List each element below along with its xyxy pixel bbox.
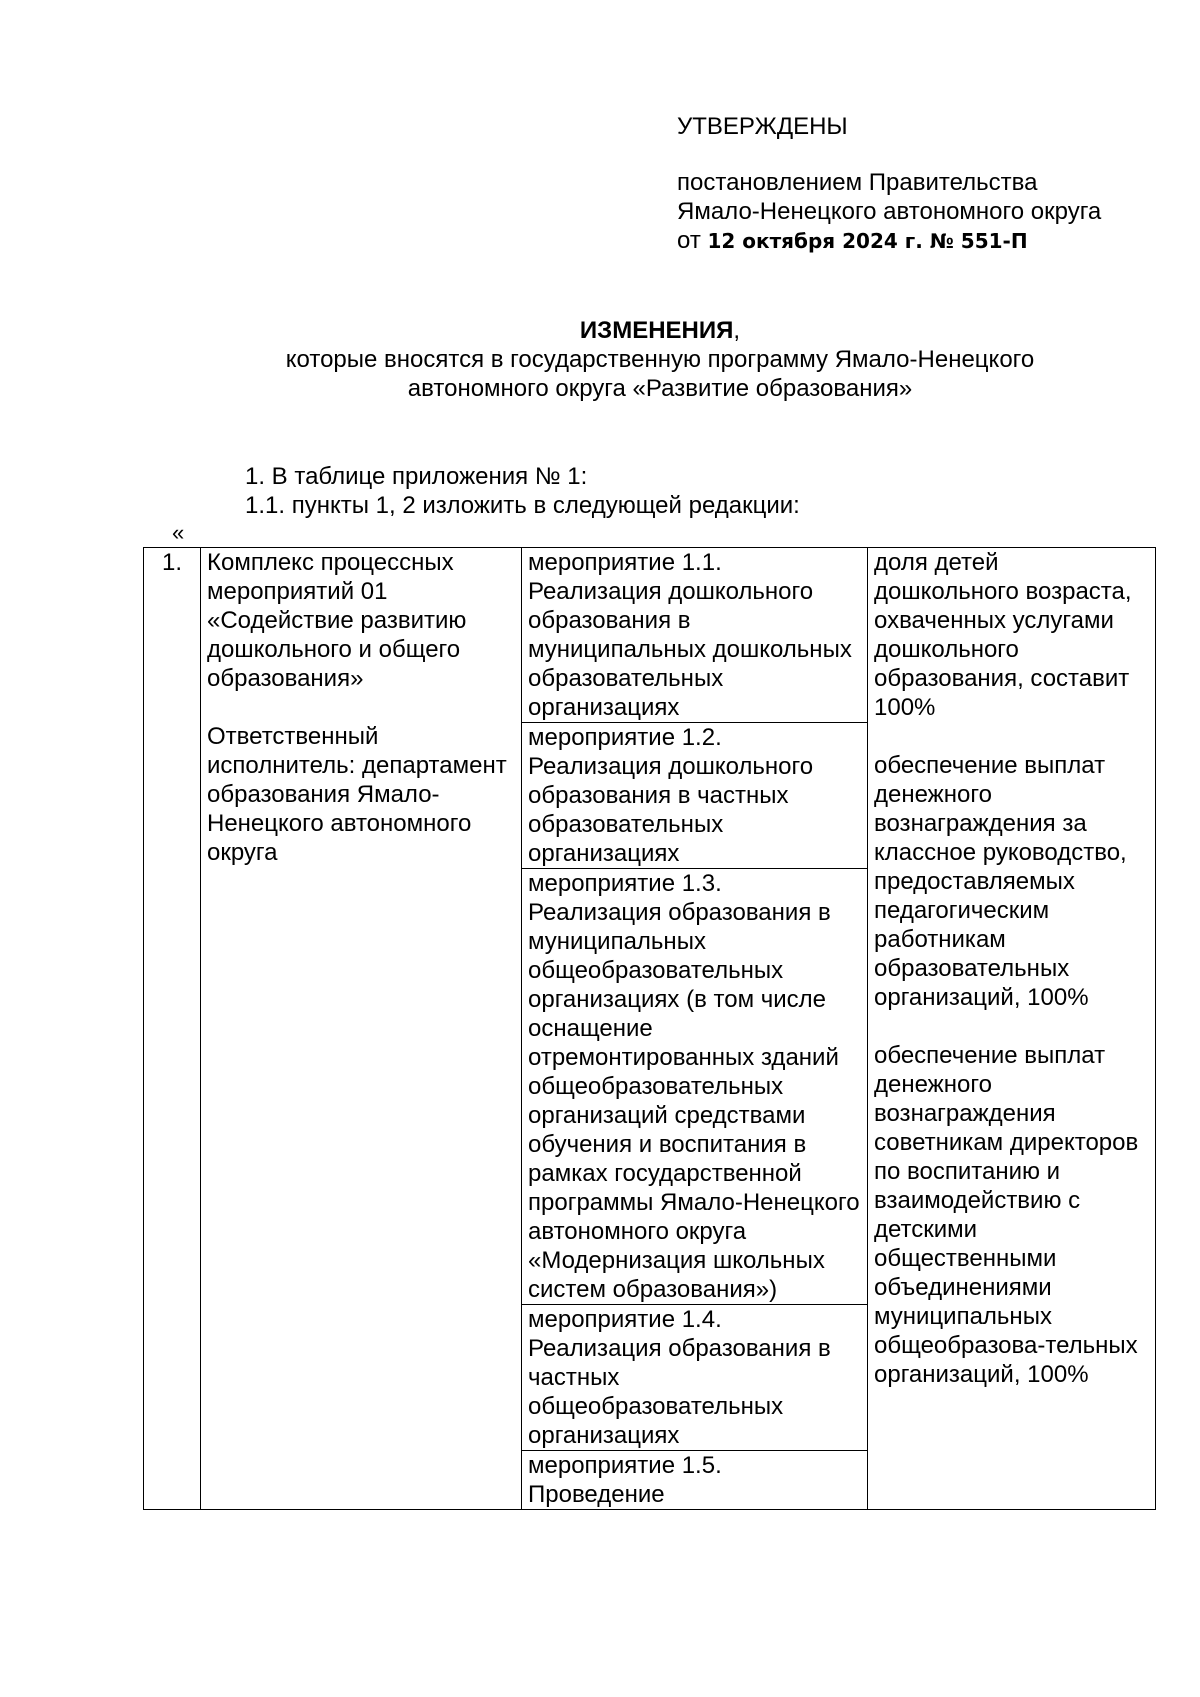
process-name: Комплекс процессных мероприятий 01 «Содействие развитию дошкольного и общего образования» bbox=[207, 549, 467, 692]
title-main: ИЗМЕНЕНИЯ bbox=[579, 317, 734, 344]
approval-line-2: Ямало-Ненецкого автономного округа bbox=[677, 198, 1102, 225]
measure-cell: мероприятие 1.5. Проведение bbox=[522, 1451, 868, 1510]
approval-date-prefix: от bbox=[677, 227, 701, 254]
program-table bbox=[143, 547, 1156, 1510]
table-row bbox=[144, 548, 1156, 723]
measure-cell: мероприятие 1.2. Реализация дошкольного образования в частных образовательных организациях bbox=[522, 723, 868, 869]
approval-date-line bbox=[677, 226, 1101, 256]
document-title bbox=[0, 316, 1200, 403]
process-cell bbox=[201, 548, 522, 1510]
process-responsible: Ответственный исполнитель: департамент образования Ямало-Ненецкого автономного округа bbox=[207, 723, 507, 866]
row-number-cell: 1. bbox=[144, 548, 201, 1510]
change-item-1-1: 1.1. пункты 1, 2 изложить в следующей редакции: bbox=[245, 492, 800, 519]
title-line-2: автономного округа «Развитие образования» bbox=[407, 375, 913, 402]
approval-block bbox=[677, 112, 1101, 256]
approval-date: 12 октября 2024 г. № 551-П bbox=[707, 229, 1028, 253]
opening-quote: « bbox=[172, 520, 185, 545]
title-comma: , bbox=[733, 317, 741, 344]
result-item: обеспечение выплат денежного вознаграждения советникам директоров по воспитанию и взаимодействию с детскими общественными объединениями муниципальных общеобразова-тельных организаций, 100% bbox=[874, 1042, 1139, 1388]
result-item: обеспечение выплат денежного вознаграждения за классное руководство, предоставляемых педагогическим работникам образовательных организаций, 100% bbox=[874, 752, 1127, 1011]
change-item-1: 1. В таблице приложения № 1: bbox=[245, 463, 588, 490]
measure-cell: мероприятие 1.4. Реализация образования в частных общеобразовательных организациях bbox=[522, 1305, 868, 1451]
title-line-1: которые вносятся в государственную программу Ямало-Ненецкого bbox=[285, 346, 1035, 373]
measure-cell: мероприятие 1.3. Реализация образования в муниципальных общеобразовательных организациях (в том числе оснащение отремонтированных зданий общеобразовательных организаций средствами обучения и воспитания в рамках государственной программы Ямало-Ненецкого автономного округа «Модернизация школьных систем образования») bbox=[522, 869, 868, 1305]
approval-heading: УТВЕРЖДЕНЫ bbox=[677, 113, 848, 140]
measure-cell: мероприятие 1.1. Реализация дошкольного образования в муниципальных дошкольных образовательных организациях bbox=[522, 548, 868, 723]
results-cell bbox=[868, 548, 1156, 1510]
approval-line-1: постановлением Правительства bbox=[677, 169, 1038, 196]
change-items bbox=[245, 462, 800, 520]
result-item: доля детей дошкольного возраста, охваченных услугами дошкольного образования, составит 100% bbox=[874, 549, 1132, 721]
